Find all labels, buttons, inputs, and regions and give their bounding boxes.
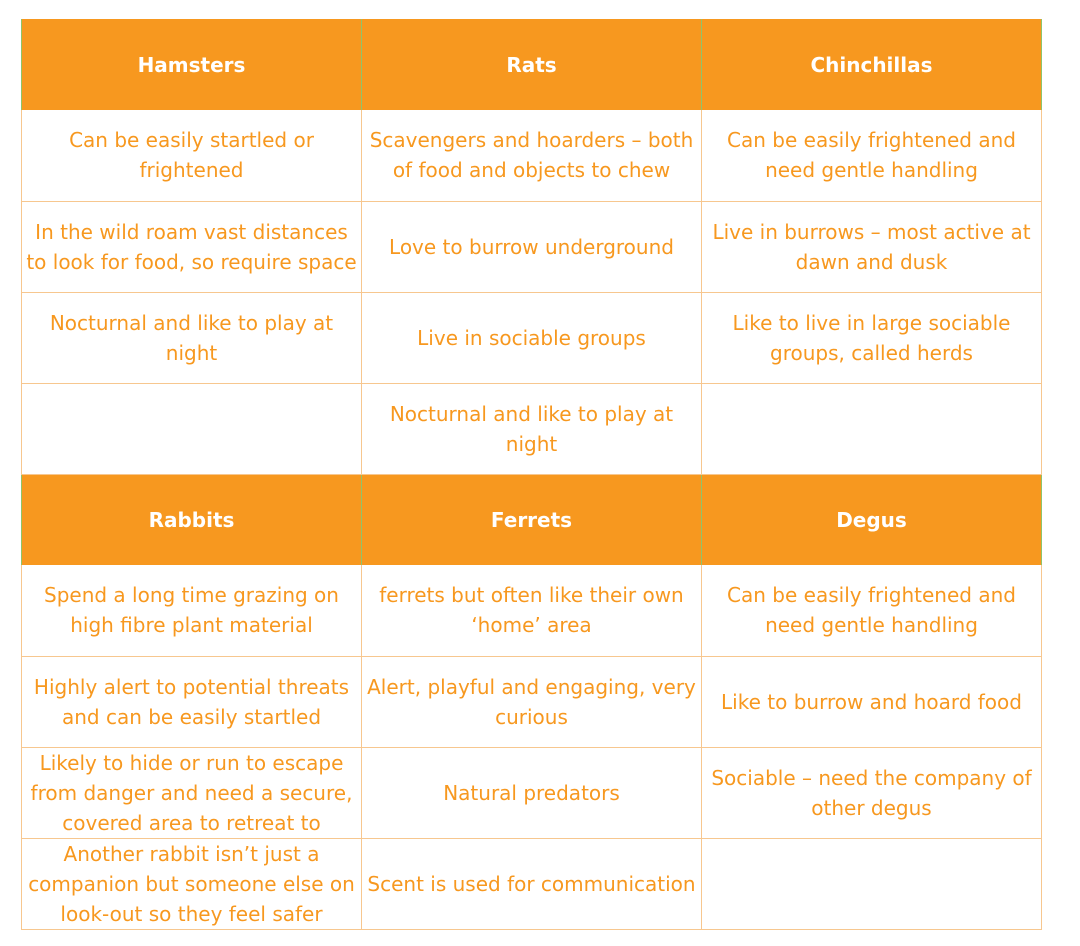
header-rats: Rats [362, 19, 702, 110]
table-row [22, 383, 1042, 474]
table-cell: Highly alert to potential threats and can be easily startled [22, 656, 362, 747]
table-cell: Nocturnal and like to play at night [22, 292, 362, 383]
table-cell: Can be easily frightened and need gentle handling [702, 110, 1042, 201]
table-cell: Live in sociable groups [362, 292, 702, 383]
table-cell: Likely to hide or run to escape from danger and need a secure, covered area to retreat to [22, 747, 362, 838]
table-cell-empty [702, 838, 1042, 929]
table-cell: Scent is used for communication [362, 838, 702, 929]
table-row [22, 838, 1042, 929]
table-cell: Spend a long time grazing on high fibre plant material [22, 565, 362, 656]
table-row [22, 565, 1042, 656]
table-cell: Love to burrow underground [362, 201, 702, 292]
table-cell: In the wild roam vast distances to look for food, so require space [22, 201, 362, 292]
table-row [22, 292, 1042, 383]
table-cell: Like to burrow and hoard food [702, 656, 1042, 747]
header-ferrets: Ferrets [362, 474, 702, 565]
header-row-larger-pets [22, 474, 1042, 565]
table-row [22, 747, 1042, 838]
table-cell: Can be easily startled or frightened [22, 110, 362, 201]
table-cell: Nocturnal and like to play at night [362, 383, 702, 474]
table-row [22, 110, 1042, 201]
table-cell: Like to live in large sociable groups, called herds [702, 292, 1042, 383]
header-chinchillas: Chinchillas [702, 19, 1042, 110]
table-cell: ferrets but often like their own ‘home’ area [362, 565, 702, 656]
table-row [22, 656, 1042, 747]
table-cell: Scavengers and hoarders – both of food and objects to chew [362, 110, 702, 201]
table-cell: Another rabbit isn’t just a companion but someone else on look-out so they feel safer [22, 838, 362, 929]
table-cell-empty [22, 383, 362, 474]
table-cell-empty [702, 383, 1042, 474]
table-cell: Alert, playful and engaging, very curious [362, 656, 702, 747]
table-cell: Natural predators [362, 747, 702, 838]
header-degus: Degus [702, 474, 1042, 565]
table-cell: Sociable – need the company of other degus [702, 747, 1042, 838]
table-cell: Can be easily frightened and need gentle handling [702, 565, 1042, 656]
header-hamsters: Hamsters [22, 19, 362, 110]
table-row [22, 201, 1042, 292]
header-row-small-rodents [22, 19, 1042, 110]
pet-behaviour-table [21, 19, 1042, 930]
header-rabbits: Rabbits [22, 474, 362, 565]
table-cell: Live in burrows – most active at dawn and dusk [702, 201, 1042, 292]
